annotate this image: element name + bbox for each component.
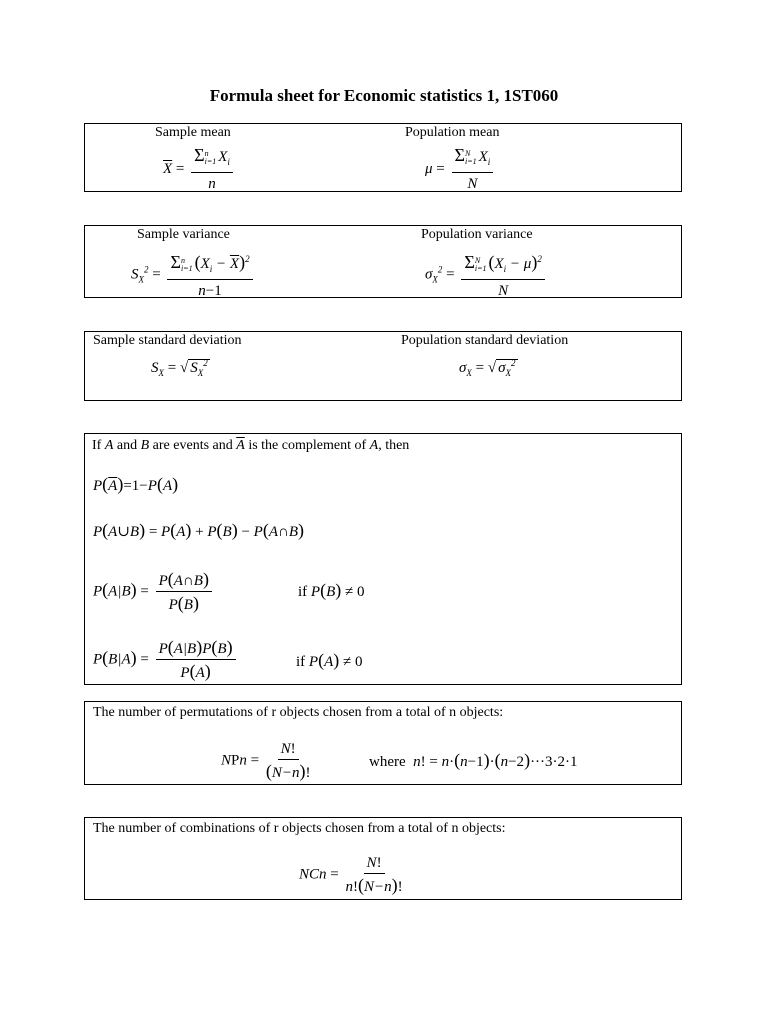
bayes-condition: if P(A) ≠ 0 [296, 650, 363, 670]
probability-box [84, 433, 682, 685]
population-variance-formula: $\sigma_X^2$ = Σ N i=1 $(X_i - \mu)^2$ N [425, 250, 548, 300]
sample-mean-formula: $\overline{X}$ = Σ n i=1 $X_i$ n [163, 146, 236, 193]
means-box [84, 123, 682, 192]
population-sd-label: Population standard deviation [401, 333, 569, 348]
union-rule: P(A∪B) = P(A) + P(B) − P(A∩B) [93, 520, 305, 540]
page-title: Formula sheet for Economic statistics 1, 1ST060 [209, 86, 559, 105]
probability-intro: If A and B are events and $\overline{A}$ is the complement of A, then [92, 438, 410, 453]
combinations-box [84, 817, 682, 900]
variance-box [84, 225, 682, 298]
permutations-description: The number of permutations of r objects chosen from a total of n objects: [93, 705, 504, 720]
sample-variance-formula: $S_X^2$ = Σ n i=1 $(X_i - \overline{X})^2$ n−1 [131, 250, 256, 300]
sample-mean-label: Sample mean [155, 125, 231, 140]
conditional-probability-formula: P(A|B) = $\frac{P(A\cap B)}{P(B)}$ [93, 570, 215, 614]
population-mean-label: Population mean [405, 125, 500, 140]
sample-sd-label: Sample standard deviation [93, 333, 242, 348]
permutations-box [84, 701, 682, 785]
sample-sd-formula: $S_X$ = √ $S_X^2$ [151, 358, 208, 378]
sd-box [84, 331, 682, 401]
permutations-formula: NPn = $\frac{N!}{(N-n)!}$ [221, 741, 311, 781]
combinations-formula: NCn = $\frac{N!}{n!(N-n)!}$ [299, 855, 403, 895]
population-sd-formula: $\sigma_X$ = √ $\sigma_X^2$ [459, 358, 516, 378]
complement-rule: $P(\overline{A})=1-P(A)$ [93, 474, 179, 494]
factorial-definition: where n! = n·(n−1)·(n−2)···3·2·1 [369, 750, 578, 770]
conditional-probability-condition: if P(B) ≠ 0 [298, 580, 365, 600]
population-variance-label: Population variance [421, 227, 533, 242]
sample-variance-label: Sample variance [137, 227, 230, 242]
population-mean-formula: μ = Σ N i=1 $X_i$ N [425, 146, 496, 193]
combinations-description: The number of combinations of r objects chosen from a total of n objects: [93, 821, 506, 836]
bayes-formula: P(B|A) = $\frac{P(A|B)P(B)}{P(A)}$ [93, 638, 239, 682]
